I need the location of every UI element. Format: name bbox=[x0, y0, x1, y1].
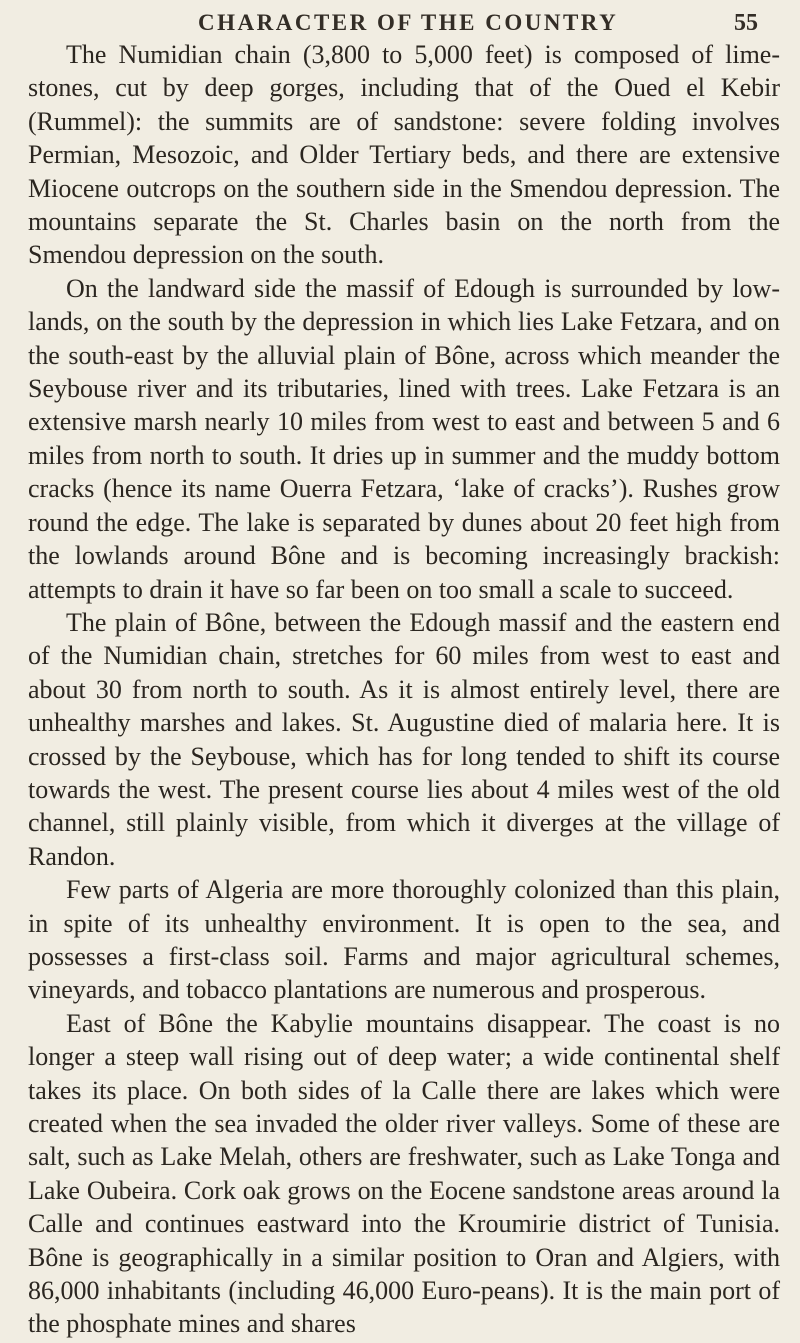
body-text bbox=[28, 38, 780, 1341]
paragraph-east-of-bone: East of Bône the Kabylie mountains disappear. The coast is no longer a steep wall rising out of deep water; a wide continental shelf takes its place. On both sides of la Calle there are lakes which were created when the sea invaded the older river valleys. Some of these are salt, such as Lake Melah, others are freshwater, such as Lake Tonga and Lake Oubeira. Cork oak grows on the Eocene sandstone areas around la Calle and continues eastward into the Kroumirie district of Tunisia. Bône is geographically in a similar position to Oran and Algiers, with 86,000 inhabitants (including 46,000 Euro-peans). It is the main port of the phosphate mines and shares bbox=[28, 1008, 780, 1339]
paragraph-numidian-chain: The Numidian chain (3,800 to 5,000 feet) is composed of lime-stones, cut by deep gorges, including that of the Oued el Kebir (Rummel): the summits are of sandstone: severe folding involves Permian, Mesozoic, and Older Tertiary beds, and there are extensive Miocene outcrops on the southern side in the Smendou depression. The mountains separate the St. Charles basin on the north from the Smendou depression on the south. bbox=[28, 40, 780, 270]
paragraph-edough-lowlands: On the landward side the massif of Edough is surrounded by low-lands, on the south by the depression in which lies Lake Fetzara, and on the south-east by the alluvial plain of Bône, across which meander the Seybouse river and its tributaries, lined with trees. Lake Fetzara is an extensive marsh nearly 10 miles from west to east and between 5 and 6 miles from north to south. It dries up in summer and the muddy bottom cracks (hence its name Ouerra Fetzara, ‘lake of cracks’). Rushes grow round the edge. The lake is separated by dunes about 20 feet high from the lowlands around Bône and is becoming increasingly brackish: attempts to drain it have so far been on too small a scale to succeed. bbox=[28, 273, 780, 604]
running-head bbox=[198, 6, 758, 42]
paragraph-plain-of-bone: The plain of Bône, between the Edough massif and the eastern end of the Numidian chain, stretches for 60 miles from west to east and about 30 from north to south. As it is almost entirely level, there are unhealthy marshes and lakes. St. Augustine died of malaria here. It is crossed by the Seybouse, which has for long tended to shift its course towards the west. The present course lies about 4 miles west of the old channel, still plainly visible, from which it diverges at the village of Randon. bbox=[28, 607, 780, 871]
running-title: CHARACTER OF THE COUNTRY bbox=[198, 10, 619, 35]
page-number: 55 bbox=[734, 10, 758, 36]
paragraph-colonization: Few parts of Algeria are more thoroughly colonized than this plain, in spite of its unhealthy environment. It is open to the sea, and possesses a first-class soil. Farms and major agricultural schemes, vineyards, and tobacco plantations are numerous and prosperous. bbox=[28, 875, 780, 1005]
